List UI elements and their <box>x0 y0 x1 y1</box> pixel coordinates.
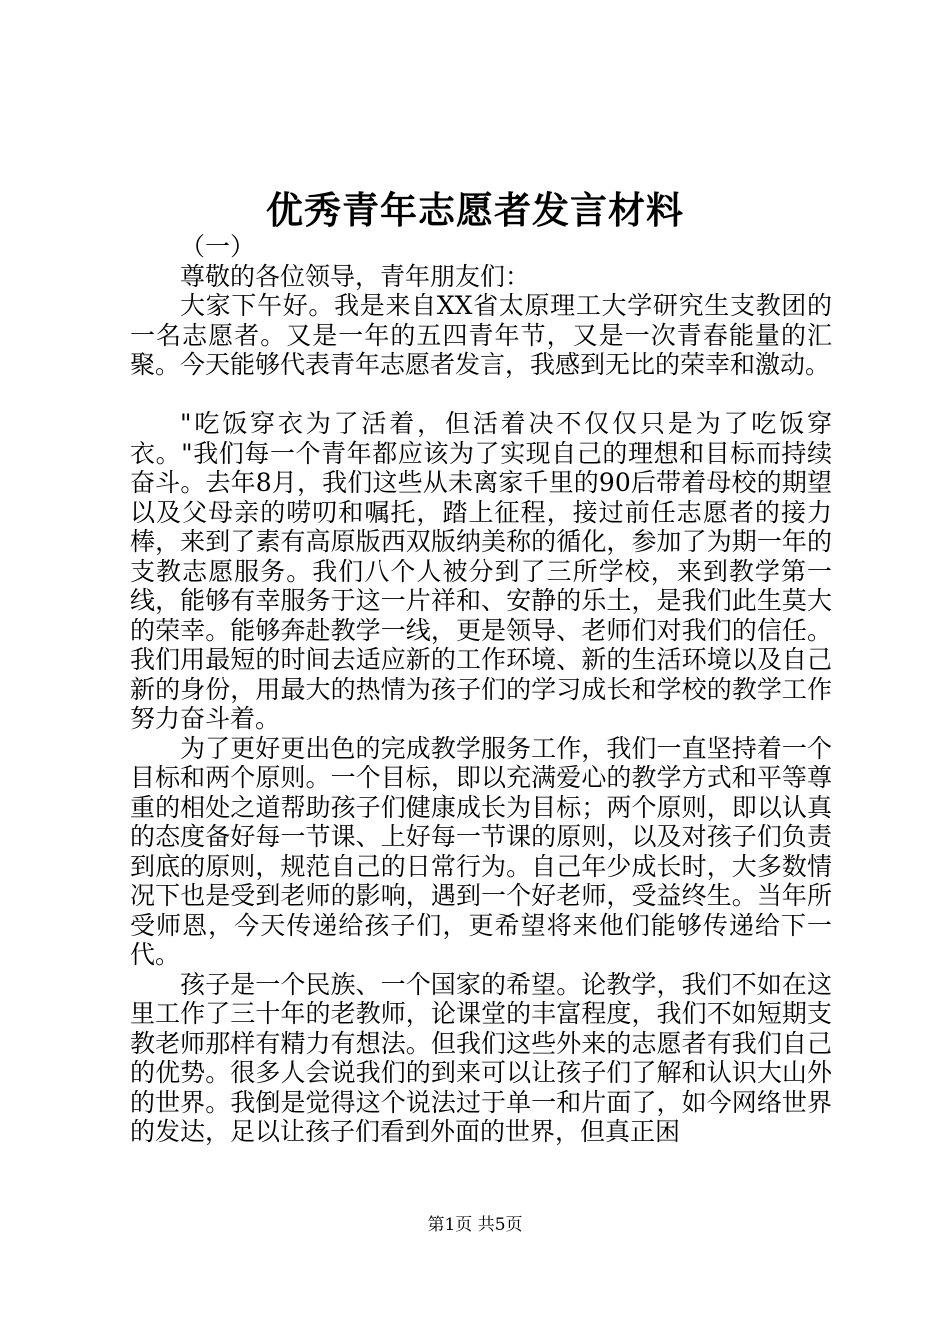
body-paragraph: "吃饭穿衣为了活着，但活着决不仅仅只是为了吃饭穿衣。"我们每一个青年都应该为了实现自己的理想和目标而持续奋斗。去年8月，我们这些从未离家千里的90后带着母校的期望以及父母亲的唠叨和嘱托，踏上征程，接过前任志愿者的接力棒，来到了素有高原版西双版纳美称的循化，参加了为期一年的支教志愿服务。我们八个人被分到了三所学校，来到教学第一线，能够有幸服务于这一片祥和、安静的乐土，是我们此生莫大的荣幸。能够奔赴教学一线，更是领导、老师们对我们的信任。我们用最短的时间去适应新的工作环境、新的生活环境以及自己新的身份，用最大的热情为孩子们的学习成长和学校的教学工作努力奋斗着。 <box>130 409 832 733</box>
body-paragraph: 为了更好更出色的完成教学服务工作，我们一直坚持着一个目标和两个原则。一个目标，即以充满爱心的教学方式和平等尊重的相处之道帮助孩子们健康成长为目标；两个原则，即以认真的态度备好每一节课、上好每一节课的原则，以及对孩子们负责到底的原则，规范自己的日常行为。自己年少成长时，大多数情况下也是受到老师的影响，遇到一个好老师，受益终生。当年所受师恩，今天传递给孩子们，更希望将来他们能够传递给下一代。 <box>130 733 832 969</box>
salutation: 尊敬的各位领导，青年朋友们： <box>180 261 531 291</box>
body-paragraph: 孩子是一个民族、一个国家的希望。论教学，我们不如在这里工作了三十年的老教师，论课堂的丰富程度，我们不如短期支教老师那样有精力有想法。但我们这些外来的志愿者有我们自己的优势。很多人会说我们的到来可以让孩子们了解和认识大山外的世界。我倒是觉得这个说法过于单一和片面了，如今网络世界的发达，足以让孩子们看到外面的世界，但真正困 <box>130 969 832 1146</box>
document-title: 优秀青年志愿者发言材料 <box>266 188 684 232</box>
document-body <box>130 232 832 1147</box>
section-label: （一） <box>180 232 256 261</box>
page-number-footer: 第1页 共5页 <box>427 1215 523 1235</box>
body-paragraph: 大家下午好。我是来自XX省太原理工大学研究生支教团的一名志愿者。又是一年的五四青年节，又是一次青春能量的汇聚。今天能够代表青年志愿者发言，我感到无比的荣幸和激动。 <box>130 291 832 379</box>
